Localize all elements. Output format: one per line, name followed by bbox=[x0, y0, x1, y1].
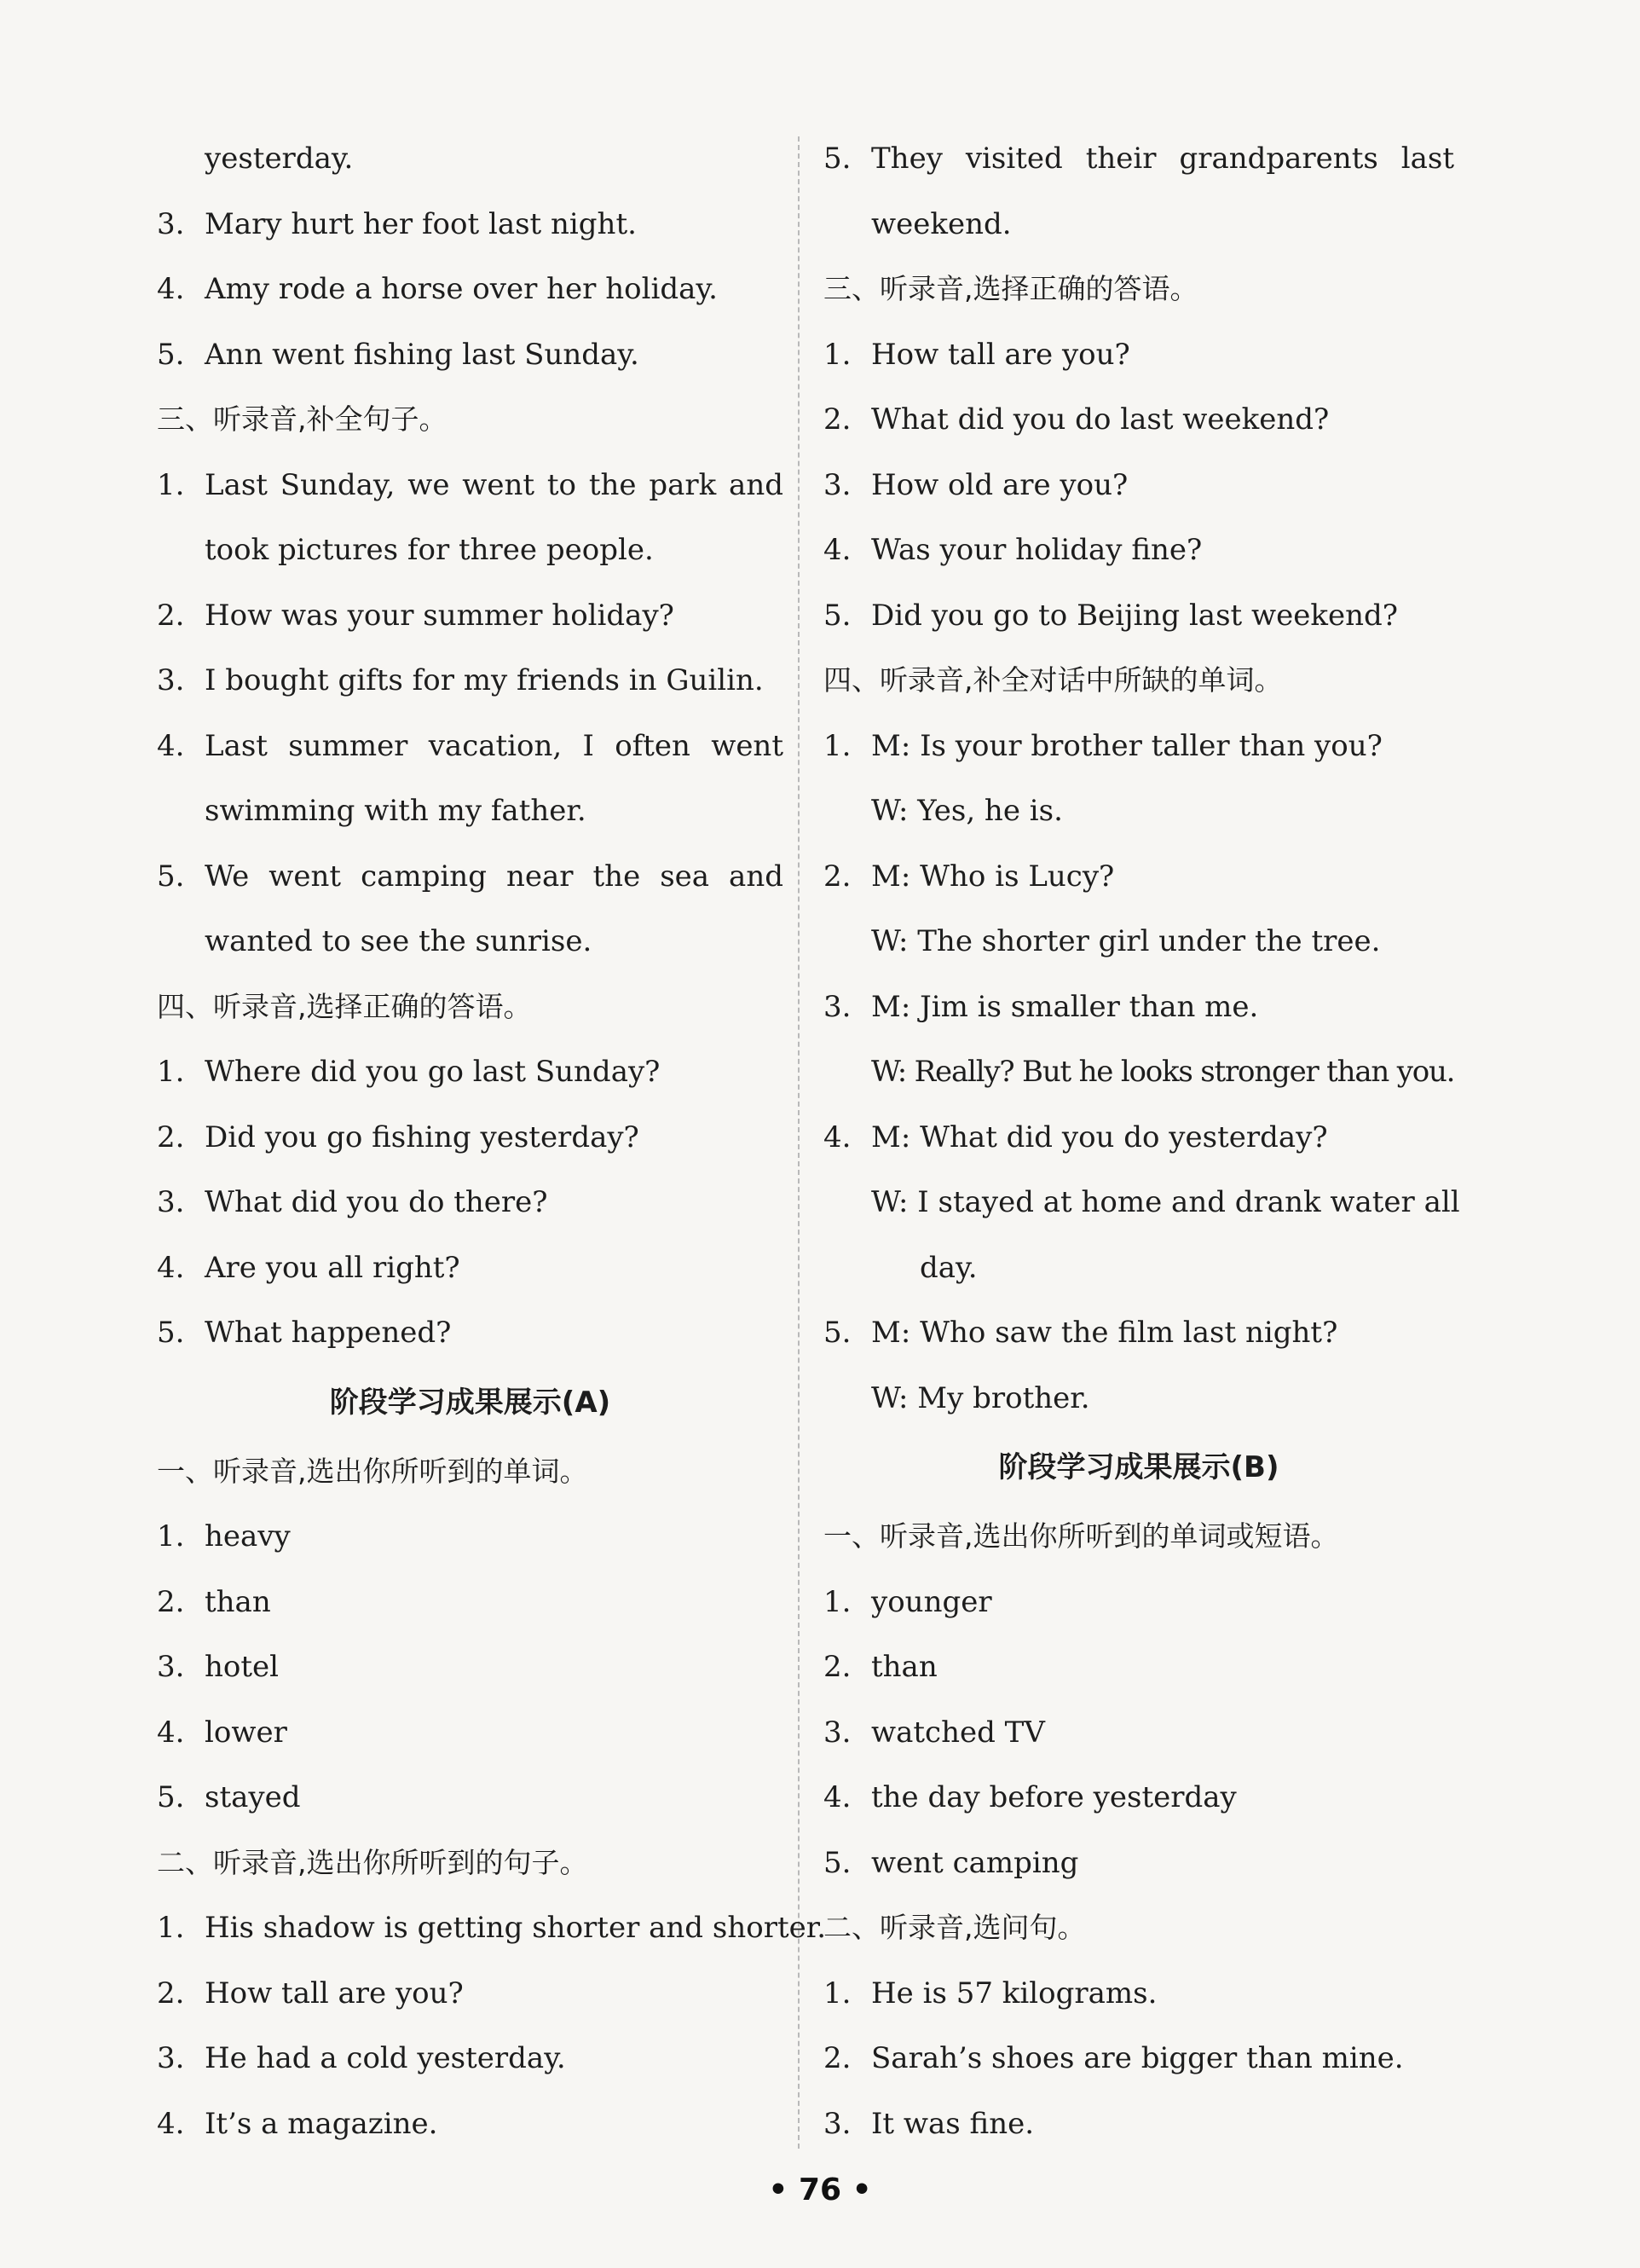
item-number: 3. bbox=[823, 1715, 852, 1750]
item-text: watched TV bbox=[871, 1715, 1045, 1750]
dialogue-reply bbox=[823, 778, 1454, 844]
item-number: 2. bbox=[823, 2041, 852, 2075]
item-text: Sarah’s shoes are bigger than mine. bbox=[871, 2041, 1404, 2075]
list-item bbox=[157, 714, 783, 779]
item-text: He had a cold yesterday. bbox=[205, 2041, 566, 2075]
list-item bbox=[823, 1700, 1454, 1766]
item-text: How was your summer holiday? bbox=[205, 598, 674, 633]
item-text: What did you do last weekend? bbox=[871, 402, 1330, 437]
list-item bbox=[157, 844, 783, 910]
item-text: His shadow is getting shorter and shorter. bbox=[205, 1911, 827, 1945]
right-column bbox=[823, 126, 1460, 2156]
continued-line bbox=[823, 1235, 1454, 1301]
list-item bbox=[823, 126, 1454, 192]
item-number: 5. bbox=[157, 337, 185, 372]
list-item bbox=[157, 1504, 783, 1570]
list-item bbox=[823, 1961, 1454, 2027]
item-number: 3. bbox=[823, 2106, 852, 2141]
item-number: 2. bbox=[823, 402, 852, 437]
item-number: 3. bbox=[157, 1650, 185, 1684]
section-heading: 一、听录音,选出你所听到的单词。 bbox=[157, 1454, 588, 1488]
item-number: 5. bbox=[157, 1316, 185, 1350]
section-heading: 二、听录音,选出你所听到的句子。 bbox=[157, 1845, 588, 1879]
item-number: 5. bbox=[157, 859, 185, 894]
list-item bbox=[823, 2026, 1454, 2092]
item-text: the day before yesterday bbox=[871, 1780, 1237, 1814]
page-number: • 76 • bbox=[768, 2173, 872, 2207]
list-item bbox=[823, 583, 1454, 649]
item-number: 3. bbox=[157, 206, 185, 241]
item-number: 1. bbox=[157, 1055, 185, 1089]
item-text: He is 57 kilograms. bbox=[871, 1976, 1158, 2011]
item-number: 2. bbox=[823, 859, 852, 894]
item-text: What did you do there? bbox=[205, 1185, 548, 1219]
item-text: Last summer vacation, I often went bbox=[205, 728, 783, 763]
line-text: W: My brother. bbox=[871, 1380, 1090, 1415]
item-number: 2. bbox=[157, 598, 185, 633]
list-item bbox=[157, 2092, 783, 2157]
unit-heading-a: 阶段学习成果展示(A) bbox=[329, 1385, 611, 1420]
line-text: swimming with my father. bbox=[205, 794, 586, 828]
item-text: It was fine. bbox=[871, 2106, 1035, 2141]
list-item bbox=[157, 1634, 783, 1700]
item-number: 1. bbox=[823, 728, 852, 763]
item-text: lower bbox=[205, 1715, 287, 1750]
list-item bbox=[157, 453, 783, 518]
list-item bbox=[823, 322, 1454, 388]
item-number: 4. bbox=[823, 533, 852, 567]
line-text: yesterday. bbox=[205, 142, 354, 176]
list-item bbox=[157, 2026, 783, 2092]
item-text: younger bbox=[871, 1584, 992, 1619]
list-item bbox=[157, 648, 783, 714]
line-text: weekend. bbox=[871, 206, 1012, 241]
list-item bbox=[157, 1570, 783, 1635]
item-text: Are you all right? bbox=[205, 1250, 460, 1285]
list-item bbox=[823, 518, 1454, 583]
dialogue-reply bbox=[823, 1170, 1460, 1235]
item-text: than bbox=[871, 1650, 938, 1684]
list-item bbox=[823, 1831, 1454, 1896]
item-number: 5. bbox=[823, 598, 852, 633]
item-text: Amy rode a horse over her holiday. bbox=[205, 272, 718, 306]
item-number: 5. bbox=[823, 1316, 852, 1350]
item-text: I bought gifts for my friends in Guilin. bbox=[205, 663, 764, 697]
line-text: wanted to see the sunrise. bbox=[205, 924, 592, 958]
list-item bbox=[157, 1961, 783, 2027]
item-number: 5. bbox=[823, 142, 852, 176]
list-item bbox=[157, 1039, 783, 1105]
item-text: What happened? bbox=[205, 1316, 452, 1350]
line-text: W: The shorter girl under the tree. bbox=[871, 924, 1381, 958]
dialogue-item bbox=[823, 844, 1454, 910]
item-number: 4. bbox=[157, 1715, 185, 1750]
line-text: W: I stayed at home and drank water all bbox=[871, 1185, 1460, 1219]
item-text: went camping bbox=[871, 1845, 1079, 1880]
item-number: 1. bbox=[823, 1584, 852, 1619]
line-text: W: Yes, he is. bbox=[871, 794, 1063, 828]
column-divider bbox=[798, 136, 800, 2149]
list-item bbox=[157, 1300, 783, 1366]
item-number: 2. bbox=[823, 1650, 852, 1684]
item-text: How tall are you? bbox=[205, 1976, 464, 2011]
item-number: 3. bbox=[823, 989, 852, 1024]
item-text: Where did you go last Sunday? bbox=[205, 1055, 661, 1089]
item-number: 2. bbox=[157, 1976, 185, 2011]
item-number: 2. bbox=[157, 1584, 185, 1619]
list-item bbox=[823, 453, 1454, 518]
list-item bbox=[157, 1700, 783, 1766]
list-item bbox=[823, 1570, 1454, 1635]
list-item bbox=[157, 322, 783, 388]
item-text: M: Who is Lucy? bbox=[871, 859, 1115, 894]
list-item bbox=[157, 192, 783, 257]
item-text: Did you go fishing yesterday? bbox=[205, 1120, 639, 1154]
item-text: It’s a magazine. bbox=[205, 2106, 438, 2141]
item-text: Ann went fishing last Sunday. bbox=[205, 337, 639, 372]
list-item bbox=[823, 2092, 1454, 2157]
dialogue-item bbox=[823, 1300, 1454, 1366]
item-number: 3. bbox=[157, 2041, 185, 2075]
item-text: Did you go to Beijing last weekend? bbox=[871, 598, 1398, 633]
item-text: hotel bbox=[205, 1650, 280, 1684]
list-item bbox=[157, 1235, 783, 1301]
left-column bbox=[157, 126, 827, 2156]
dialogue-item bbox=[823, 714, 1454, 779]
item-text: How tall are you? bbox=[871, 337, 1130, 372]
dialogue-reply bbox=[823, 1366, 1454, 1432]
item-text: stayed bbox=[205, 1780, 301, 1814]
list-item bbox=[157, 1895, 827, 1961]
line-text: W: Really? But he looks stronger than you. bbox=[871, 1055, 1455, 1089]
item-text: They visited their grandparents last bbox=[871, 142, 1454, 176]
item-number: 5. bbox=[157, 1780, 185, 1814]
dialogue-item bbox=[823, 975, 1454, 1040]
list-item bbox=[823, 1765, 1454, 1831]
item-text: Mary hurt her foot last night. bbox=[205, 206, 637, 241]
item-number: 3. bbox=[823, 467, 852, 502]
item-number: 4. bbox=[157, 2106, 185, 2141]
item-number: 4. bbox=[157, 272, 185, 306]
list-item bbox=[823, 387, 1454, 453]
item-text: M: What did you do yesterday? bbox=[871, 1120, 1328, 1154]
list-item bbox=[157, 257, 783, 322]
item-text: than bbox=[205, 1584, 271, 1619]
section-heading: 三、听录音,选择正确的答语。 bbox=[823, 272, 1198, 305]
item-text: We went camping near the sea and bbox=[205, 859, 783, 894]
item-number: 1. bbox=[823, 337, 852, 372]
section-heading: 二、听录音,选问句。 bbox=[823, 1911, 1086, 1944]
section-heading: 一、听录音,选出你所听到的单词或短语。 bbox=[823, 1519, 1339, 1553]
list-item bbox=[157, 1765, 783, 1831]
item-text: Was your holiday fine? bbox=[871, 533, 1203, 567]
item-text: M: Jim is smaller than me. bbox=[871, 989, 1259, 1024]
unit-heading-b: 阶段学习成果展示(B) bbox=[998, 1450, 1279, 1484]
line-text: took pictures for three people. bbox=[205, 533, 654, 567]
section-heading: 四、听录音,补全对话中所缺的单词。 bbox=[823, 663, 1283, 697]
item-number: 4. bbox=[157, 1250, 185, 1285]
list-item bbox=[157, 583, 783, 649]
dialogue-item bbox=[823, 1105, 1454, 1171]
item-number: 4. bbox=[823, 1780, 852, 1814]
item-number: 1. bbox=[823, 1976, 852, 2011]
item-number: 2. bbox=[157, 1120, 185, 1154]
dialogue-reply bbox=[823, 909, 1454, 975]
section-heading: 四、听录音,选择正确的答语。 bbox=[157, 989, 532, 1023]
list-item bbox=[157, 1105, 783, 1171]
list-item bbox=[823, 1634, 1454, 1700]
continued-line bbox=[157, 778, 783, 844]
item-text: M: Who saw the film last night? bbox=[871, 1316, 1338, 1350]
item-number: 1. bbox=[157, 467, 185, 502]
item-text: Last Sunday, we went to the park and bbox=[205, 467, 783, 502]
item-number: 1. bbox=[157, 1519, 185, 1553]
continued-line bbox=[157, 126, 783, 192]
item-number: 3. bbox=[157, 1185, 185, 1219]
item-text: M: Is your brother taller than you? bbox=[871, 728, 1383, 763]
continued-line bbox=[823, 192, 1454, 257]
continued-line bbox=[157, 909, 783, 975]
dialogue-reply bbox=[823, 1039, 1454, 1105]
line-text: day. bbox=[920, 1250, 978, 1285]
item-number: 3. bbox=[157, 663, 185, 697]
continued-line bbox=[157, 518, 783, 583]
item-number: 4. bbox=[823, 1120, 852, 1154]
item-text: How old are you? bbox=[871, 467, 1129, 502]
section-heading: 三、听录音,补全句子。 bbox=[157, 402, 448, 436]
item-number: 4. bbox=[157, 728, 185, 763]
item-text: heavy bbox=[205, 1519, 291, 1553]
item-number: 5. bbox=[823, 1845, 852, 1880]
item-number: 1. bbox=[157, 1911, 185, 1945]
list-item bbox=[157, 1170, 783, 1235]
